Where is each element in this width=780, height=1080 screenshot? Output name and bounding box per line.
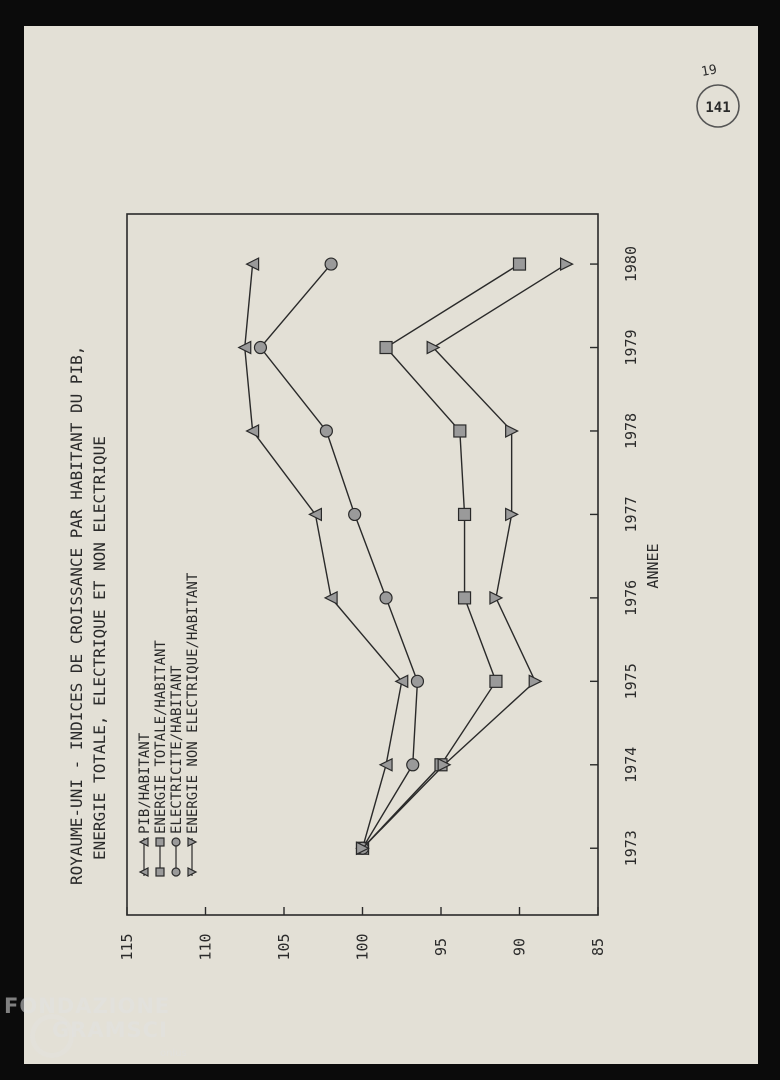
series-1-point-1974 bbox=[380, 759, 392, 771]
legend-item-1 bbox=[137, 732, 153, 876]
legend-marker-start-3 bbox=[172, 868, 180, 876]
series-2-point-1979 bbox=[380, 342, 392, 354]
series-4-point-1980 bbox=[561, 258, 573, 270]
page-number: 19 bbox=[700, 62, 719, 80]
series-4-point-1976 bbox=[490, 592, 502, 604]
series-3-point-1980 bbox=[325, 258, 337, 270]
series-3-point-1978 bbox=[320, 425, 332, 437]
series-3-point-1977 bbox=[349, 508, 361, 520]
y-tick-label-100: 100 bbox=[353, 933, 372, 961]
legend-label-2: ENERGIE TOTALE/HABITANT bbox=[153, 640, 169, 834]
x-tick-label-1980: 1980 bbox=[622, 246, 640, 283]
series-3-point-1975 bbox=[411, 675, 423, 687]
y-tick-label-90: 90 bbox=[510, 937, 529, 957]
title-line-2: ENERGIE TOTALE, ELECTRIQUE ET NON ELECTRIQUE bbox=[90, 436, 109, 860]
series-2-point-1975 bbox=[490, 675, 502, 687]
stamp-number: 141 bbox=[705, 100, 731, 116]
legend-item-2 bbox=[153, 640, 169, 876]
legend bbox=[137, 572, 201, 876]
series-3-point-1974 bbox=[407, 759, 419, 771]
legend-label-3: ELECTRICITE/HABITANT bbox=[169, 665, 185, 834]
x-tick-label-1974: 1974 bbox=[622, 746, 640, 783]
series-1-point-1977 bbox=[309, 508, 321, 520]
legend-item-3 bbox=[169, 665, 185, 876]
series-line-1 bbox=[245, 264, 402, 848]
y-tick-label-85: 85 bbox=[589, 937, 607, 957]
x-axis-label: ANNEE bbox=[644, 543, 662, 589]
watermark-line-1: FONDAZIONE bbox=[4, 994, 171, 1018]
legend-label-1: PIB/HABITANT bbox=[137, 732, 153, 834]
legend-marker-end-2 bbox=[156, 838, 164, 846]
series-2-point-1976 bbox=[459, 592, 471, 604]
series-3-point-1979 bbox=[254, 342, 266, 354]
legend-label-4: ENERGIE NON ELECTRIQUE/HABITANT bbox=[185, 572, 201, 834]
x-tick-label-1973: 1973 bbox=[622, 830, 640, 867]
series-3-point-1976 bbox=[380, 592, 392, 604]
chart-title bbox=[67, 346, 109, 885]
y-tick-label-115: 115 bbox=[118, 933, 136, 961]
y-tick-label-110: 110 bbox=[196, 933, 215, 961]
series-3 bbox=[254, 258, 423, 854]
x-tick-label-1976: 1976 bbox=[622, 579, 640, 616]
y-tick-label-95: 95 bbox=[432, 937, 450, 957]
watermark-line-3: onlus bbox=[160, 1048, 187, 1059]
legend-marker-start-2 bbox=[156, 868, 164, 876]
y-tick-label-105: 105 bbox=[275, 933, 293, 961]
series-2-point-1977 bbox=[459, 508, 471, 520]
series-1-point-1976 bbox=[325, 592, 337, 604]
legend-marker-end-3 bbox=[172, 838, 180, 846]
series-line-3 bbox=[260, 264, 417, 848]
x-tick-label-1975: 1975 bbox=[622, 663, 640, 700]
x-tick-label-1978: 1978 bbox=[622, 412, 640, 450]
legend-item-4 bbox=[185, 572, 201, 876]
series-2-point-1980 bbox=[514, 258, 526, 270]
series-2-point-1978 bbox=[454, 425, 466, 437]
watermark-line-2: GRAMSCI bbox=[52, 1018, 168, 1042]
series-4-point-1975 bbox=[529, 675, 541, 687]
x-tick-label-1977: 1977 bbox=[622, 496, 640, 533]
title-line-1: ROYAUME-UNI - INDICES DE CROISSANCE PAR HABITANT DU PIB, bbox=[67, 345, 86, 885]
x-tick-label-1979: 1979 bbox=[622, 329, 640, 366]
